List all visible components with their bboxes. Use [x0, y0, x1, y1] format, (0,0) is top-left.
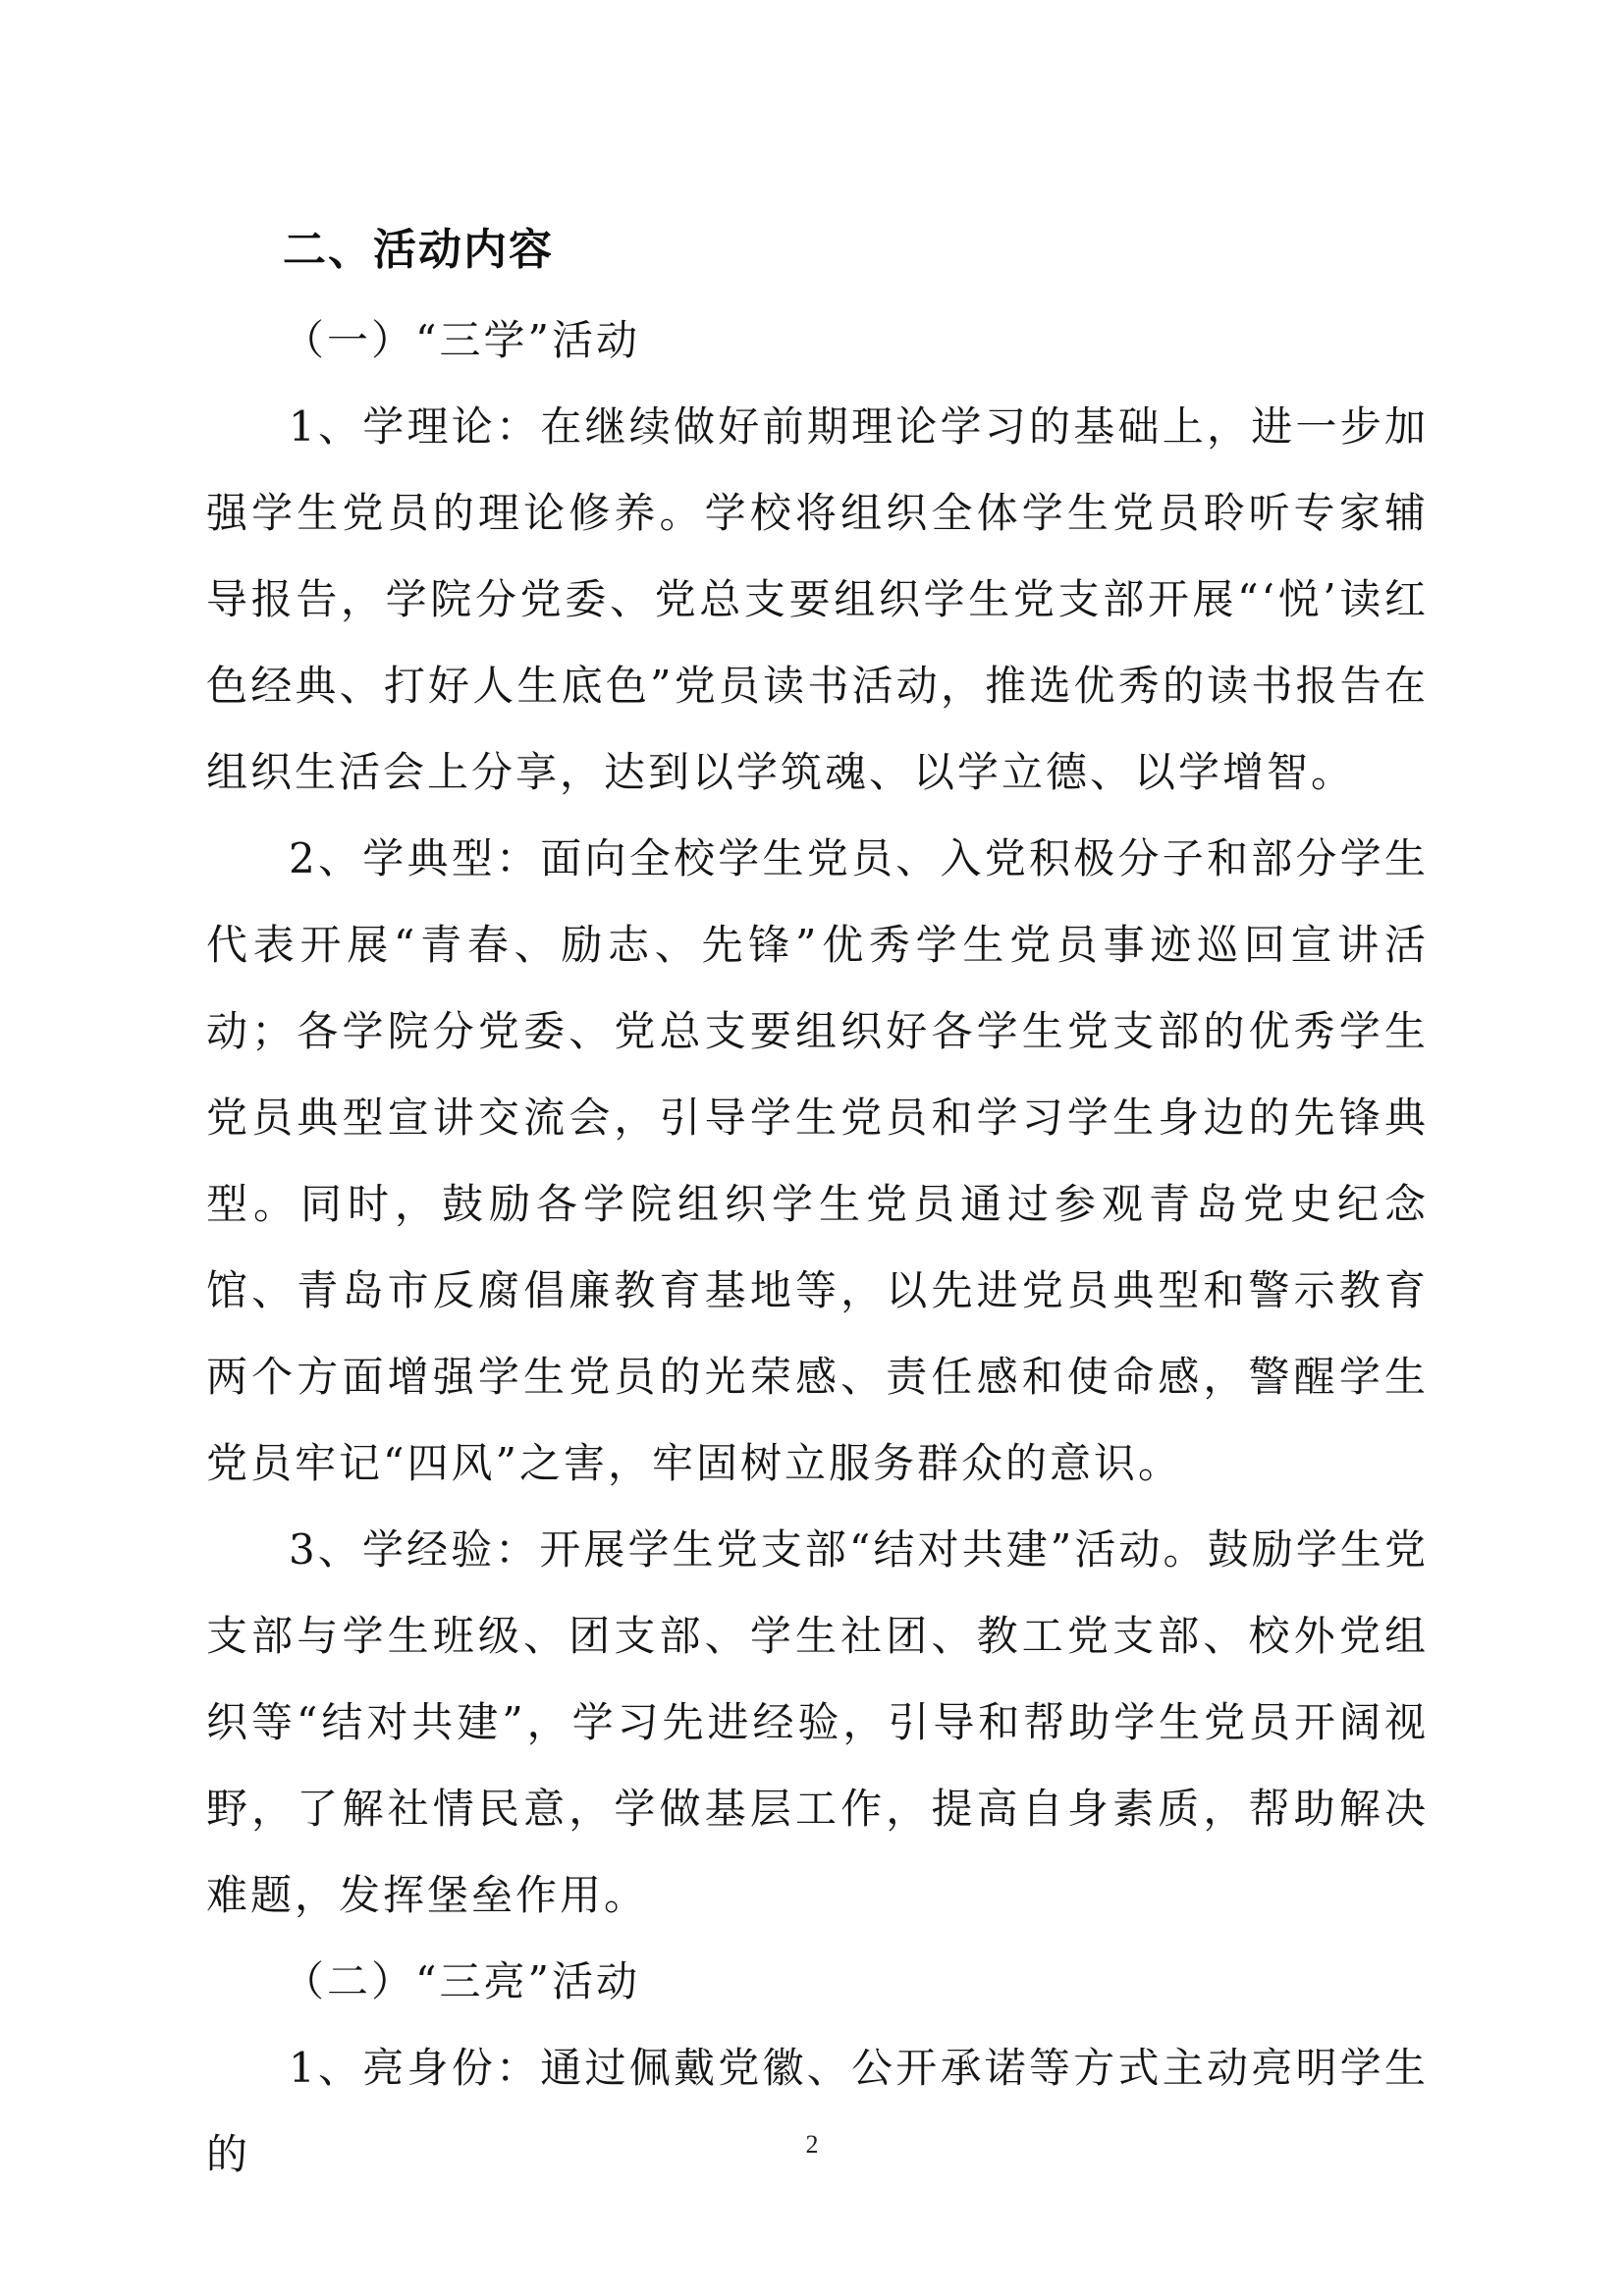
- paragraph-study-experience: 3、学经验：开展学生党支部“结对共建”活动。鼓励学生党支部与学生班级、团支部、学生社团、教工党支部、校外党组织等“结对共建”，学习先进经验，引导和帮助学生党员开阔视野，了解社情民意，学做基层工作，提高自身素质，帮助解决难题，发挥堡垒作用。: [206, 1525, 1429, 1919]
- subsection-title-san-liang: （二）“三亮”活动: [283, 1957, 640, 2005]
- subsection-title-san-xue: （一）“三学”活动: [283, 316, 640, 364]
- section-heading: 二、活动内容: [283, 225, 554, 275]
- paragraph-show-identity: 1、亮身份：通过佩戴党徽、公开承诺等方式主动亮明学生的: [206, 2044, 1429, 2178]
- paragraph-study-theory: 1、学理论：在继续做好前期理论学习的基础上，进一步加强学生党员的理论修养。学校将组织全体学生党员聆听专家辅导报告，学院分党委、党总支要组织学生党支部开展“‘悦’读红色经典、打好人生底色”党员读书活动，推选优秀的读书报告在组织生活会上分享，达到以学筑魂、以学立德、以学增智。: [206, 402, 1429, 796]
- page-number: 2: [805, 2130, 819, 2159]
- paragraph-study-models: 2、学典型：面向全校学生党员、入党积极分子和部分学生代表开展“青春、励志、先锋”优秀学生党员事迹巡回宣讲活动；各学院分党委、党总支要组织好各学生党支部的优秀学生党员典型宣讲交流会，引导学生党员和学习学生身边的先锋典型。同时，鼓励各学院组织学生党员通过参观青岛党史纪念馆、青岛市反腐倡廉教育基地等，以先进党员典型和警示教育两个方面增强学生党员的光荣感、责任感和使命感，警醒学生党员牢记“四风”之害，牢固树立服务群众的意识。: [206, 834, 1429, 1487]
- document-body: [206, 211, 1429, 2198]
